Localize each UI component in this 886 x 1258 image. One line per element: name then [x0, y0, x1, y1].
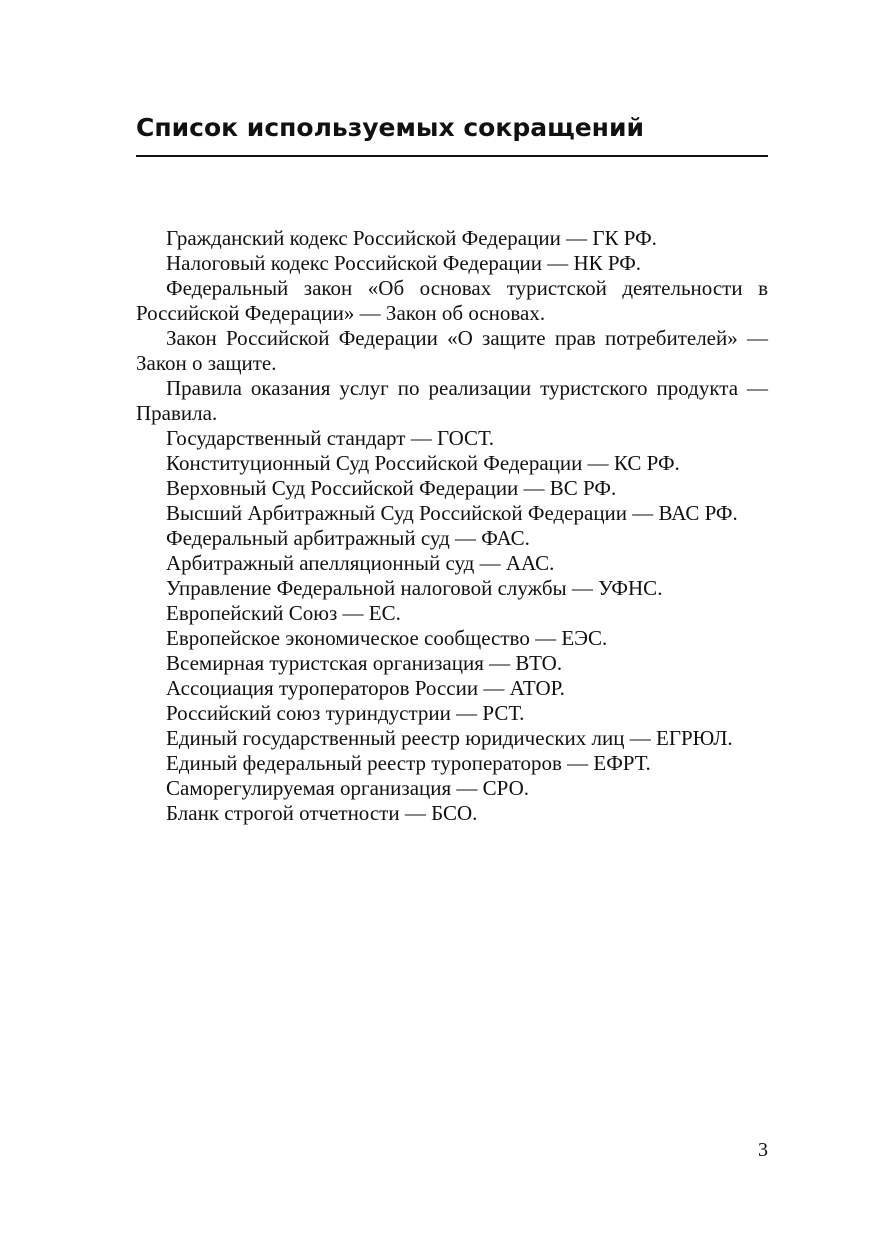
page-title: Список используемых сокращений — [136, 113, 644, 142]
list-item: Управление Федеральной налоговой службы — УФНС. — [166, 576, 663, 600]
list-item: Государственный стандарт — ГОСТ. — [166, 426, 494, 450]
list-item: Российский союз туриндустрии — РСТ. — [166, 701, 525, 725]
list-item: Высший Арбитражный Суд Российской Федерации — ВАС РФ. — [166, 501, 738, 525]
list-item: Правила оказания услуг по реализации туристского продукта — Правила. — [136, 376, 768, 425]
title-divider — [136, 155, 768, 157]
list-item: Гражданский кодекс Российской Федерации — ГК РФ. — [166, 226, 657, 250]
list-item: Верховный Суд Российской Федерации — ВС РФ. — [166, 476, 617, 500]
list-item: Европейский Союз — ЕС. — [166, 601, 401, 625]
list-item: Конституционный Суд Российской Федерации — КС РФ. — [166, 451, 680, 475]
list-item: Бланк строгой отчетности — БСО. — [166, 801, 478, 825]
list-item: Всемирная туристская организация — ВТО. — [166, 651, 563, 675]
list-item: Единый федеральный реестр туроператоров — ЕФРТ. — [166, 751, 651, 775]
list-item: Единый государственный реестр юридических лиц — ЕГРЮЛ. — [166, 726, 733, 750]
list-item: Европейское экономическое сообщество — ЕЭС. — [166, 626, 608, 650]
list-item: Налоговый кодекс Российской Федерации — НК РФ. — [166, 251, 642, 275]
list-item: Арбитражный апелляционный суд — ААС. — [166, 551, 555, 575]
abbreviation-list — [136, 226, 768, 826]
page-number: 3 — [758, 1139, 768, 1161]
list-item: Федеральный арбитражный суд — ФАС. — [166, 526, 530, 550]
list-item: Саморегулируемая организация — СРО. — [166, 776, 530, 800]
list-item: Федеральный закон «Об основах туристской деятельности в Российской Федерации» — Закон об основах. — [136, 276, 768, 325]
list-item: Ассоциация туроператоров России — АТОР. — [166, 676, 565, 700]
list-item: Закон Российской Федерации «О защите прав потребителей» — Закон о защите. — [136, 326, 768, 375]
